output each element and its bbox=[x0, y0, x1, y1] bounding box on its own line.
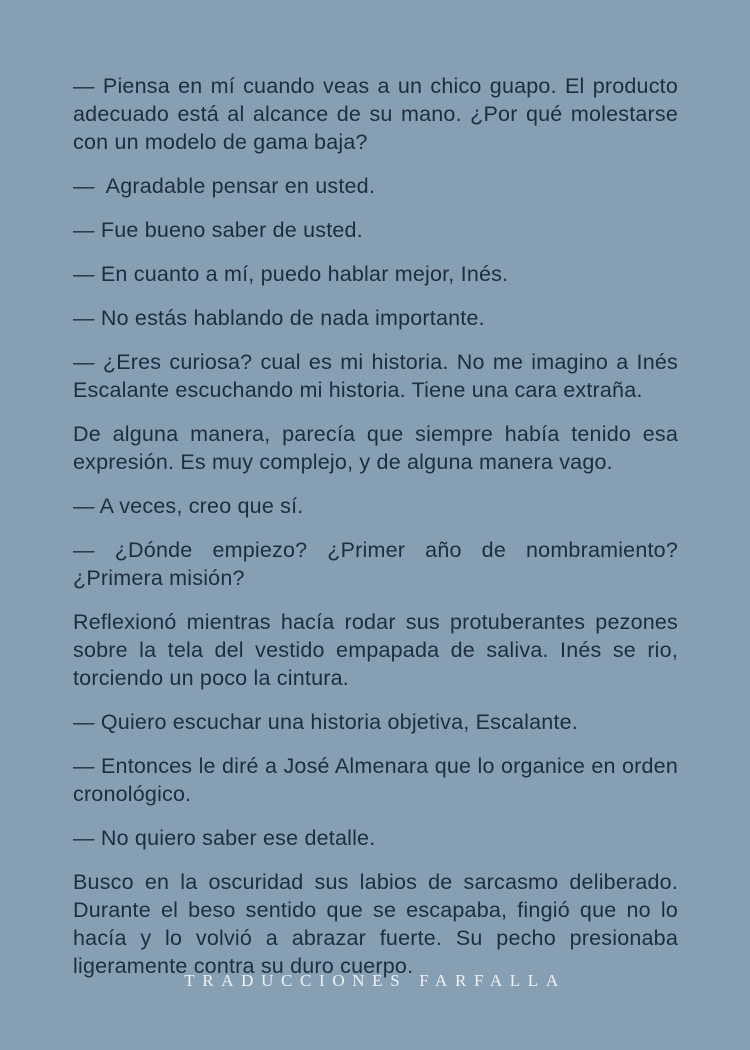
paragraph: — Entonces le diré a José Almenara que lo organice en orden cronológico. bbox=[73, 754, 678, 806]
paragraph: De alguna manera, parecía que siempre había tenido esa expresión. Es muy complejo, y de alguna manera vago. bbox=[73, 422, 678, 474]
paragraph: — Agradable pensar en usted. bbox=[73, 174, 376, 198]
paragraph: — ¿Eres curiosa? cual es mi historia. No me imagino a Inés Escalante escuchando mi historia. Tiene una cara extraña. bbox=[73, 350, 678, 402]
paragraph: — Quiero escuchar una historia objetiva, Escalante. bbox=[73, 710, 578, 734]
paragraph: — ¿Dónde empiezo? ¿Primer año de nombramiento? ¿Primera misión? bbox=[73, 538, 678, 590]
paragraph: Busco en la oscuridad sus labios de sarcasmo deliberado. Durante el beso sentido que se escapaba, fingió que no lo hacía y lo volvió a abrazar fuerte. Su pecho presionaba ligeramente contra su duro cuerpo. bbox=[73, 870, 678, 978]
paragraph: — No quiero saber ese detalle. bbox=[73, 826, 376, 850]
paragraph: — A veces, creo que sí. bbox=[73, 494, 304, 518]
paragraph: — Piensa en mí cuando veas a un chico guapo. El producto adecuado está al alcance de su mano. ¿Por qué molestarse con un modelo de gama baja? bbox=[73, 74, 678, 154]
paragraph: — En cuanto a mí, puedo hablar mejor, Inés. bbox=[73, 262, 509, 286]
paragraph: Reflexionó mientras hacía rodar sus protuberantes pezones sobre la tela del vestido empapada de saliva. Inés se rio, torciendo un poco la cintura. bbox=[73, 610, 678, 690]
paragraph: — No estás hablando de nada importante. bbox=[73, 306, 485, 330]
translator-watermark-label: TRADUCCIONES FARFALLA bbox=[184, 971, 566, 990]
translator-watermark bbox=[0, 971, 750, 991]
page-text-block bbox=[73, 72, 678, 996]
paragraph: — Fue bueno saber de usted. bbox=[73, 218, 363, 242]
